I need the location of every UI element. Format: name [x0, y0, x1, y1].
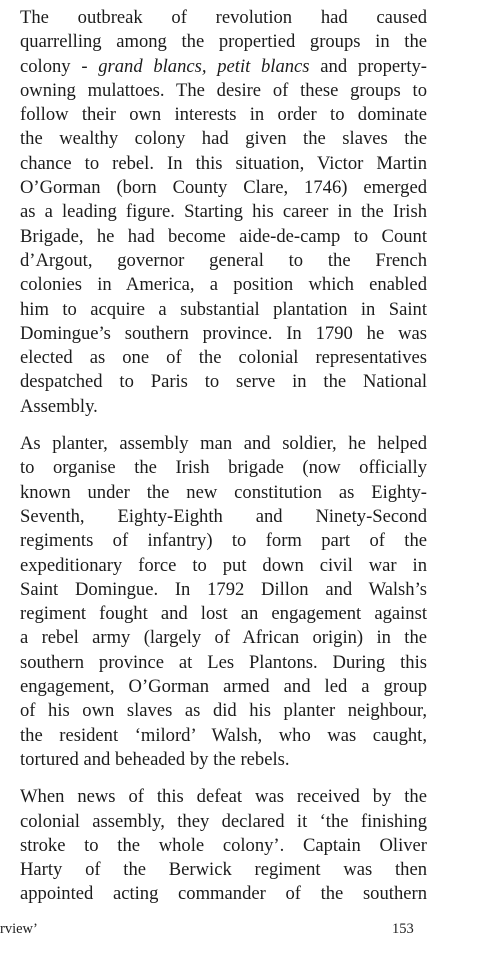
text-line: The outbreak of revolution had caused	[20, 7, 427, 28]
text-line: Seventh, Eighty-Eighth and Ninety-Second	[20, 505, 427, 527]
text-line: to organise the Irish brigade (now officially	[20, 457, 427, 479]
text-line: Domingue’s southern province. In 1790 he was	[20, 322, 427, 344]
text-line: quarrelling among the propertied groups in the	[20, 31, 427, 53]
text-line: Brigade, he had become aide-de-camp to Count	[20, 225, 427, 247]
text-line: owning mulattoes. The desire of these groups to	[20, 79, 427, 101]
text-line: regiment fought and lost an engagement against	[20, 603, 427, 625]
text-line: colony - grand blancs, petit blancs and property-	[20, 55, 428, 77]
text-line: tortured and beheaded by the rebels.	[20, 748, 290, 770]
text-line: of his own slaves as did his planter neighbour,	[20, 700, 427, 722]
text-line: d’Argout, governor general to the French	[20, 249, 427, 271]
text-line: the wealthy colony had given the slaves the	[20, 128, 427, 150]
text-line: As planter, assembly man and soldier, he helped	[20, 433, 427, 455]
text-line: the resident ‘milord’ Walsh, who was caught,	[20, 724, 427, 746]
text-line: elected as one of the colonial representatives	[20, 347, 427, 369]
text-line: colonies in America, a position which enabled	[20, 274, 427, 296]
paragraph-2	[20, 432, 427, 772]
text-line: chance to rebel. In this situation, Victor Martin	[20, 152, 427, 174]
text-line: When news of this defeat was received by the	[20, 786, 427, 808]
document-body	[20, 6, 427, 920]
text-line: regiments of infantry) to form part of the	[20, 530, 427, 552]
text-line: O’Gorman (born County Clare, 1746) emerged	[20, 177, 427, 199]
text-line: follow their own interests in order to dominate	[20, 104, 427, 126]
text-line: him to acquire a substantial plantation in Saint	[20, 298, 427, 320]
text-line: appointed acting commander of the southern	[20, 883, 427, 905]
text-line: Harty of the Berwick regiment was then	[20, 859, 427, 881]
text-line: colonial assembly, they declared it ‘the finishing	[20, 810, 427, 832]
text-line: known under the new constitution as Eighty-	[20, 481, 427, 503]
text-line: stroke to the whole colony’. Captain Oliver	[20, 834, 427, 856]
text-line: southern province at Les Plantons. During this	[20, 651, 427, 673]
page-number: 153	[392, 921, 414, 937]
paragraph-3	[20, 785, 427, 906]
text-line: expeditionary force to put down civil war in	[20, 554, 427, 576]
paragraph-1	[20, 6, 427, 419]
text-line: engagement, O’Gorman armed and led a group	[20, 676, 427, 698]
text-line: Assembly.	[20, 395, 98, 417]
text-line: as a leading figure. Starting his career in the Irish	[20, 201, 427, 223]
running-footer-title: rview’	[0, 921, 38, 937]
text-line: despatched to Paris to serve in the National	[20, 371, 427, 393]
text-line: Saint Domingue. In 1792 Dillon and Walsh’s	[20, 578, 427, 600]
text-line: a rebel army (largely of African origin) in the	[20, 627, 427, 649]
